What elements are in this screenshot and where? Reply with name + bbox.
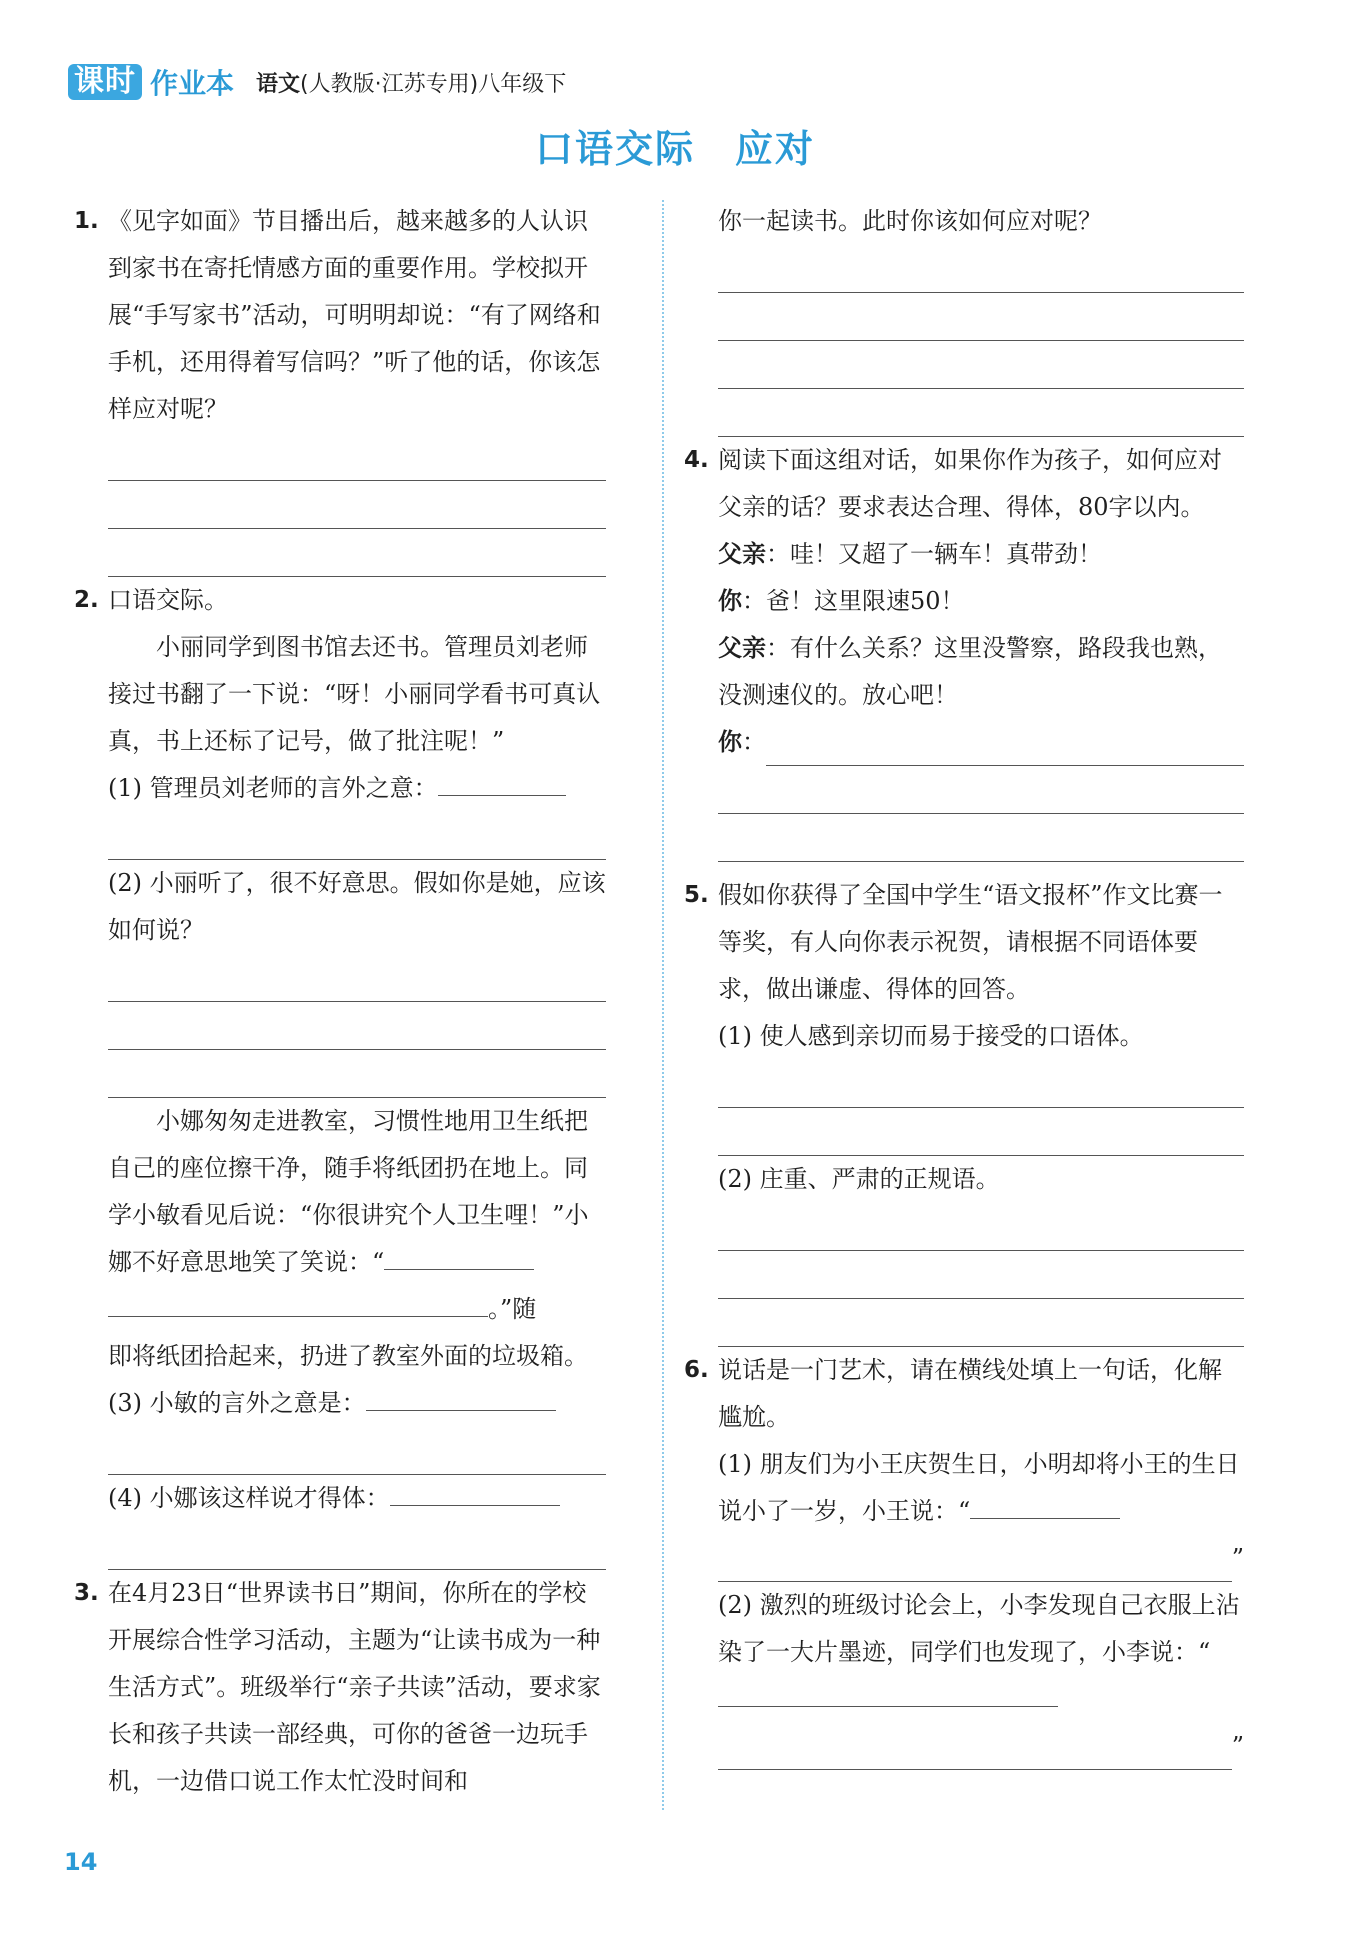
- header: [68, 62, 566, 102]
- answer-line[interactable]: [718, 245, 1244, 293]
- sub-question: (2) 庄重、严肃的正规语。: [718, 1165, 1000, 1193]
- question-number: 3.: [74, 1580, 99, 1606]
- answer-line[interactable]: [108, 433, 606, 481]
- dialogue-line: [718, 531, 1244, 578]
- answer-blank[interactable]: [366, 1390, 556, 1411]
- answer-line[interactable]: [718, 766, 1244, 814]
- question-3-continued: [684, 198, 1244, 245]
- column-divider: [662, 200, 664, 1810]
- answer-line[interactable]: [108, 481, 606, 529]
- answer-line[interactable]: [718, 293, 1244, 341]
- answer-line[interactable]: [718, 1299, 1244, 1347]
- question-2: [74, 577, 606, 812]
- question-number: 2.: [74, 587, 99, 613]
- speaker: 父亲: [718, 634, 766, 662]
- question-number: 5.: [684, 882, 709, 908]
- answer-line[interactable]: [718, 1251, 1244, 1299]
- answer-blank[interactable]: [390, 1485, 560, 1506]
- story-text: 小娜匆匆走进教室，习惯性地用卫生纸把自己的座位擦干净，随手将纸团扔在地上。同学小敏看见后说：“你很讲究个人卫生哩！”小娜不好意思地笑了笑说：“: [108, 1107, 589, 1276]
- sub-question: [108, 1475, 606, 1522]
- dialogue-text: ：爸！这里限速50！: [742, 587, 965, 615]
- sub-question: [108, 1380, 606, 1427]
- logo-text: 作业本: [150, 67, 235, 100]
- close-quote: ”: [1231, 1732, 1244, 1760]
- sub-question: (2) 小丽听了，很不好意思。假如你是她，应该如何说？: [108, 869, 606, 944]
- answer-row: [718, 1723, 1244, 1770]
- answer-line[interactable]: [718, 814, 1244, 862]
- dialogue-line: [718, 578, 1244, 625]
- story-continuation: [108, 1286, 606, 1333]
- story-paragraph: 小丽同学到图书馆去还书。管理员刘老师接过书翻了一下说：“呀！小丽同学看书可真认真，书上还标了记号，做了批注呢！”: [108, 633, 601, 755]
- answer-line[interactable]: [718, 1108, 1244, 1156]
- question-6-part-2: [684, 1582, 1244, 1723]
- story-paragraph: [108, 1098, 606, 1286]
- answer-line[interactable]: [718, 389, 1244, 437]
- answer-line[interactable]: [108, 954, 606, 1002]
- sub-question: (1) 使人感到亲切而易于接受的口语体。: [718, 1022, 1144, 1050]
- question-2-story-2: [74, 1098, 606, 1427]
- answer-line[interactable]: [718, 341, 1244, 389]
- sub-question: [718, 1582, 1244, 1723]
- right-column: [684, 198, 1244, 1770]
- answer-blank[interactable]: [970, 1498, 1120, 1519]
- question-6: [684, 1347, 1244, 1535]
- question-5: [684, 872, 1244, 1060]
- sub-question-label: (1) 管理员刘老师的言外之意：: [108, 774, 438, 802]
- answer-line[interactable]: [108, 1427, 606, 1475]
- answer-line[interactable]: [108, 812, 606, 860]
- answer-blank[interactable]: [766, 729, 1244, 766]
- subject-label: [256, 67, 566, 98]
- answer-line[interactable]: [108, 1522, 606, 1570]
- answer-blank[interactable]: [108, 1296, 488, 1317]
- question-intro: 口语交际。: [108, 586, 228, 614]
- answer-line[interactable]: [718, 1060, 1244, 1108]
- story-text: 。”随: [488, 1295, 537, 1323]
- speaker: 你: [718, 587, 742, 615]
- subject-bold: 语文: [256, 71, 301, 97]
- speaker: 父亲: [718, 540, 766, 568]
- question-2-part-2: [74, 860, 606, 954]
- answer-line[interactable]: [108, 529, 606, 577]
- sub-question-label: (2) 激烈的班级讨论会上，小李发现自己衣服上沾染了一大片墨迹，同学们也发现了，小李说：“: [718, 1591, 1240, 1666]
- answer-row: [718, 1535, 1244, 1582]
- answer-line[interactable]: [718, 1203, 1244, 1251]
- question-number: 6.: [684, 1357, 709, 1383]
- question-text: 在4月23日“世界读书日”期间，你所在的学校开展综合性学习活动，主题为“让读书成为一种生活方式”。班级举行“亲子共读”活动，要求家长和孩子共读一部经典，可你的爸爸一边玩手机，一边借口说工作太忙没时间和: [108, 1579, 601, 1795]
- answer-blank[interactable]: [718, 1545, 1232, 1582]
- answer-line[interactable]: [108, 1002, 606, 1050]
- question-2-part-4: [74, 1475, 606, 1522]
- question-number: 1.: [74, 208, 99, 234]
- subject-rest: (人教版·江苏专用)八年级下: [300, 71, 567, 97]
- answer-blank[interactable]: [438, 775, 566, 796]
- question-5-part-2: [684, 1156, 1244, 1203]
- dialogue-text: ：: [742, 728, 766, 756]
- answer-blank[interactable]: [718, 1686, 1058, 1707]
- answer-line[interactable]: [108, 1050, 606, 1098]
- left-column: [74, 198, 606, 1805]
- sub-question-label: (3) 小敏的言外之意是：: [108, 1389, 366, 1417]
- sub-question: [718, 1441, 1244, 1535]
- logo: 课时: [68, 64, 142, 100]
- sub-question-label: (4) 小娜该这样说才得体：: [108, 1484, 390, 1512]
- answer-blank[interactable]: [718, 1733, 1232, 1770]
- page-title: 口语交际 应对: [534, 126, 815, 171]
- question-text: 说话是一门艺术，请在横线处填上一句话，化解尴尬。: [718, 1356, 1222, 1431]
- sub-question-label: (1) 朋友们为小王庆贺生日，小明却将小王的生日说小了一岁，小王说：“: [718, 1450, 1240, 1525]
- question-text: 假如你获得了全国中学生“语文报杯”作文比赛一等奖，有人向你表示祝贺，请根据不同语体要求，做出谦虚、得体的回答。: [718, 881, 1223, 1003]
- question-text: 阅读下面这组对话，如果你作为孩子，如何应对父亲的话？要求表达合理、得体，80字以内。: [718, 446, 1222, 521]
- question-number: 4.: [684, 447, 709, 473]
- dialogue-text: ：哇！又超了一辆车！真带劲！: [766, 540, 1102, 568]
- sub-question: [108, 765, 606, 812]
- question-1: [74, 198, 606, 433]
- question-3: [74, 1570, 606, 1805]
- question-4: [684, 437, 1244, 766]
- question-text: 《见字如面》节目播出后，越来越多的人认识到家书在寄托情感方面的重要作用。学校拟开展“手写家书”活动，可明明却说：“有了网络和手机，还用得着写信吗？”听了他的话，你该怎样应对呢？: [108, 207, 601, 423]
- answer-blank[interactable]: [384, 1249, 534, 1270]
- question-text: 你一起读书。此时你该如何应对呢？: [718, 207, 1102, 235]
- dialogue-answer-row: [718, 719, 1244, 766]
- speaker: 你: [718, 728, 742, 756]
- story-text: 即将纸团拾起来，扔进了教室外面的垃圾箱。: [108, 1342, 588, 1370]
- page-number: 14: [64, 1848, 98, 1876]
- dialogue-line: [718, 625, 1244, 719]
- close-quote: ”: [1231, 1544, 1244, 1572]
- dialogue-text: ：有什么关系？这里没警察，路段我也熟，没测速仪的。放心吧！: [718, 634, 1222, 709]
